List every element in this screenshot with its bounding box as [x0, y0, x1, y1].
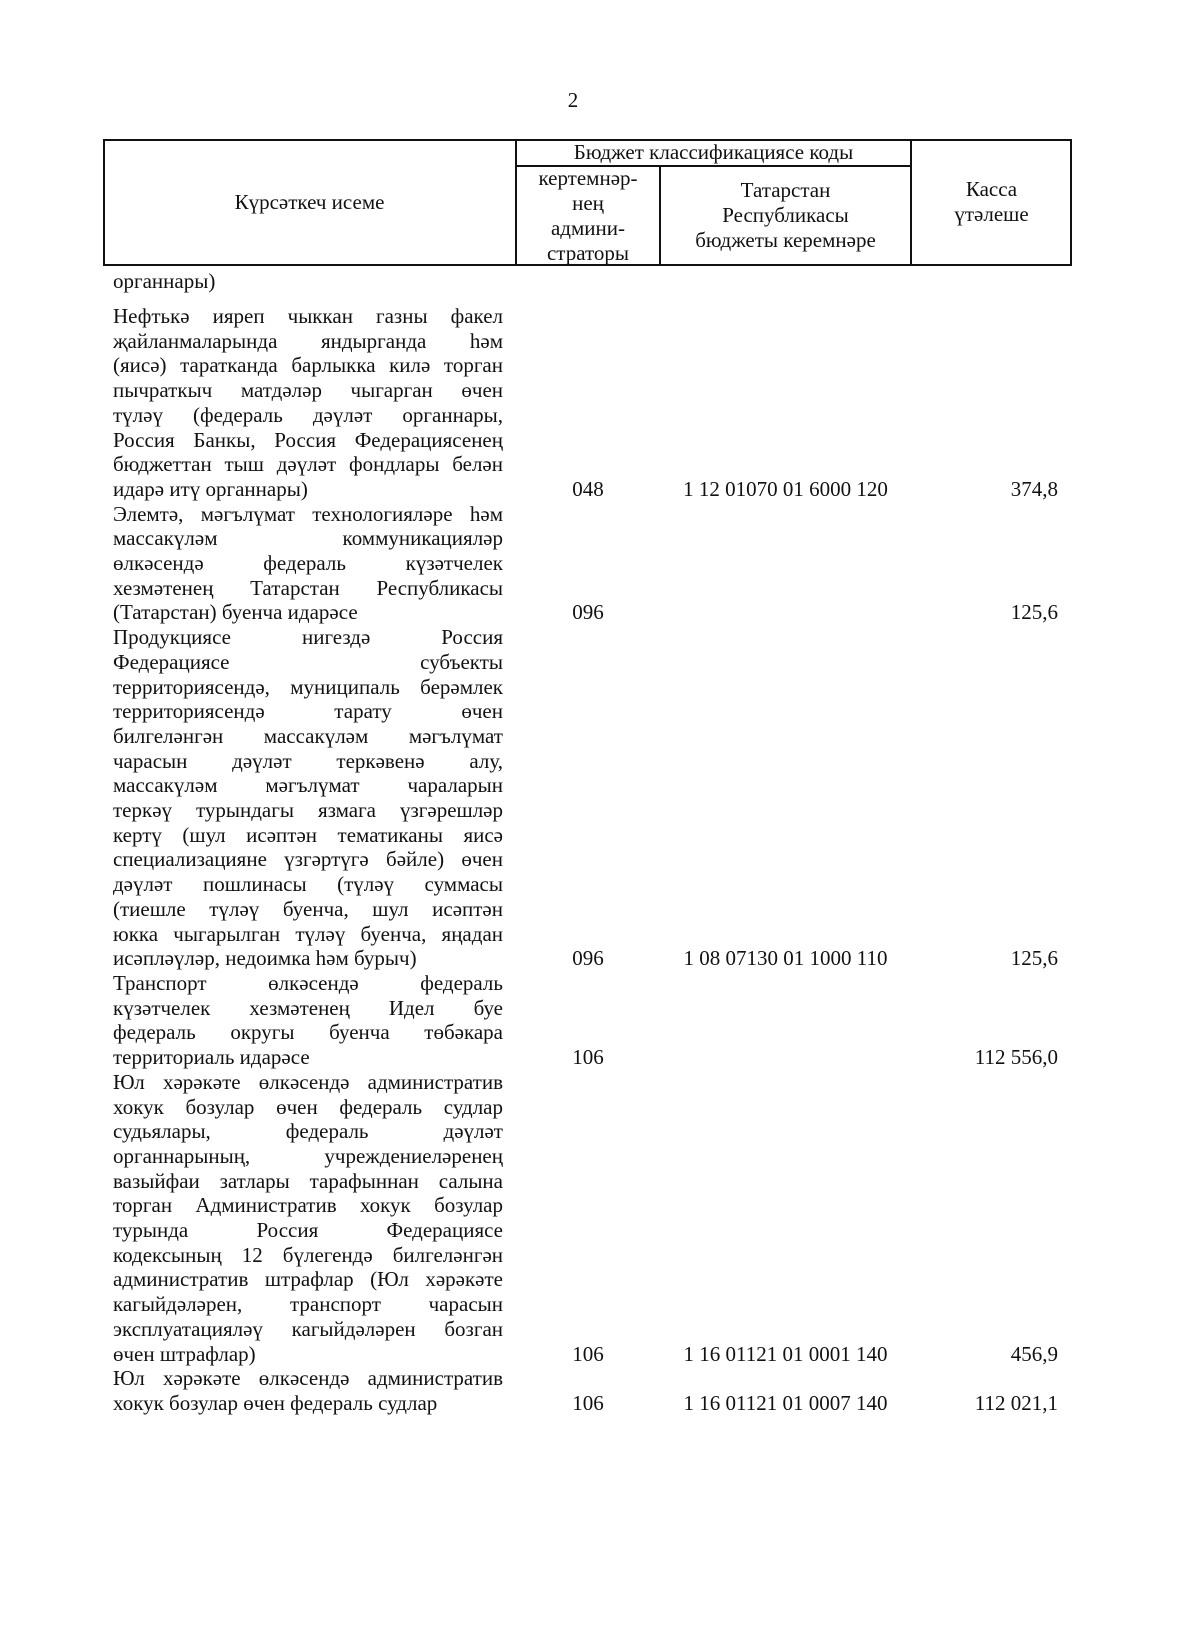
table-body	[103, 269, 1072, 1416]
table-row	[103, 625, 1072, 971]
indicator-name-line: бюджеттан тыш дәүләт фондлары белән	[113, 452, 503, 477]
administrator-code-cell: 106	[572, 1341, 604, 1366]
indicator-name-line: кертү (шул исәптән тематиканы яисә	[113, 822, 503, 847]
indicator-name-line: хокук бозулар өчен федераль судлар	[113, 1390, 438, 1415]
indicator-name-line: федераль округы буенча төбәкара	[113, 1020, 503, 1045]
indicator-name-line: Элемтә, мәгълүмат технологияләре һәм	[113, 501, 503, 526]
cash-execution-cell: 374,8	[1010, 476, 1058, 501]
administrator-code-cell: 106	[572, 1390, 604, 1415]
indicator-name-line: административ штрафлар (Юл хәрәкәте	[113, 1267, 503, 1292]
indicator-name-line: Федерациясе субъекты	[113, 649, 503, 674]
indicator-name-line: өчен штрафлар)	[113, 1341, 256, 1366]
indicator-name-line: Юл хәрәкәте өлкәсендә административ	[113, 1366, 503, 1391]
header-budget-code-group-text: Бюджет классификациясе коды	[573, 140, 854, 164]
administrator-code-cell: 096	[572, 600, 604, 625]
indicator-name-line: Продукциясе нигездә Россия	[113, 625, 503, 650]
indicator-name-line: эксплуатацияләү кагыйдәләрен бозган	[113, 1316, 503, 1341]
cash-execution-cell: 125,6	[1010, 946, 1058, 971]
indicator-name-line: хокук бозулар өчен федераль судлар	[113, 1094, 503, 1119]
indicator-name-line: органнарының, учреждениеләренең	[113, 1143, 503, 1168]
table-row	[103, 502, 1072, 626]
header-revenue-code-line: Республикасы	[722, 203, 849, 227]
indicator-name-line: билгеләнгән массакүләм мәгълүмат	[113, 723, 503, 748]
revenue-code-cell: 1 08 07130 01 1000 110	[683, 946, 888, 971]
indicator-name-line: торган Административ хокук бозулар	[113, 1193, 503, 1218]
revenue-code-cell: 1 16 01121 01 0001 140	[683, 1341, 888, 1366]
indicator-name-line: пычраткыч матдәләр чыгарган өчен	[113, 378, 503, 403]
administrator-code-cell: 048	[572, 476, 604, 501]
header-administrator	[516, 166, 660, 265]
table-row	[103, 304, 1072, 502]
indicator-name-cell	[103, 1366, 516, 1415]
indicator-name-cell	[103, 971, 516, 1070]
header-execution-line: үтәлеше	[954, 202, 1029, 226]
indicator-name-line: Россия Банкы, Россия Федерациясенең	[113, 427, 503, 452]
table-row	[103, 971, 1072, 1070]
indicator-name-line: специализацияне үзгәртүгә бәйле) өчен	[113, 847, 503, 872]
indicator-name-line: Юл хәрәкәте өлкәсендә административ	[113, 1069, 503, 1094]
indicator-name-line: исәпләүләр, недоимка һәм бурыч)	[113, 946, 417, 971]
indicator-name-line: (Татарстан) буенча идарәсе	[113, 600, 358, 625]
indicator-name-line: хезмәтенең Татарстан Республикасы	[113, 575, 503, 600]
header-execution-line: Касса	[965, 177, 1018, 201]
indicator-name-line: теркәү турындагы язмага үзгәрешләр	[113, 798, 503, 823]
header-indicator-name-text: Күрсәткеч исеме	[234, 189, 385, 214]
indicator-name-line: чарасын дәүләт теркәвенә алу,	[113, 748, 503, 773]
header-administrator-line: страторы	[546, 240, 630, 265]
indicator-name-line: органнары)	[113, 269, 216, 293]
header-revenue-code-line: Татарстан	[740, 178, 831, 202]
indicator-name-line: кагыйдәләрен, транспорт чарасын	[113, 1292, 503, 1317]
revenue-code-cell: 1 12 01070 01 6000 120	[683, 476, 888, 501]
indicator-name-cell	[103, 625, 516, 971]
indicator-name-line: түләү (федераль дәүләт органнары,	[113, 402, 503, 427]
indicator-name-line: җайланмаларында яндырганда һәм	[113, 328, 503, 353]
header-budget-code-group	[516, 139, 911, 166]
indicator-name-line: вазыйфаи затлары тарафыннан салына	[113, 1168, 503, 1193]
indicator-name-line: идарә итү органнары)	[113, 476, 308, 501]
indicator-name-line: юкка чыгарылган түләү буенча, яңадан	[113, 921, 503, 946]
table-row	[103, 1070, 1072, 1366]
page-number: 2	[567, 88, 579, 112]
header-administrator-line: кертемнәр-	[538, 165, 638, 190]
header-execution	[911, 139, 1072, 265]
indicator-name-cell	[103, 269, 516, 294]
indicator-name-line: территориаль идарәсе	[113, 1045, 310, 1070]
table-row	[103, 1366, 1072, 1415]
indicator-name-line: (тиешле түләү буенча, шул исәптән	[113, 896, 503, 921]
indicator-name-line: территориясендә, муниципаль берәмлек	[113, 674, 503, 699]
indicator-name-line: судьялары, федераль дәүләт	[113, 1119, 503, 1144]
header-administrator-line: нең	[572, 190, 604, 215]
administrator-code-cell: 106	[572, 1045, 604, 1070]
indicator-name-line: территориясендә тарату өчен	[113, 699, 503, 724]
indicator-name-line: күзәтчелек хезмәтенең Идел буе	[113, 995, 503, 1020]
cash-execution-cell: 456,9	[1010, 1341, 1058, 1366]
indicator-name-cell	[103, 1070, 516, 1366]
table-row	[103, 269, 1072, 294]
header-revenue-code	[660, 166, 911, 265]
indicator-name-line: массакүләм мәгълүмат чараларын	[113, 773, 503, 798]
indicator-name-line: массакүләм коммуникацияләр	[113, 526, 503, 551]
header-administrator-line: админи-	[550, 215, 625, 240]
cash-execution-cell: 112 556,0	[974, 1045, 1058, 1070]
cash-execution-cell: 112 021,1	[974, 1390, 1058, 1415]
indicator-name-cell	[103, 304, 516, 502]
indicator-name-line: Нефтькә ияреп чыккан газны факел	[113, 304, 503, 328]
indicator-name-line: өлкәсендә федераль күзәтчелек	[113, 551, 503, 576]
header-indicator-name	[103, 139, 516, 265]
indicator-name-line: турында Россия Федерациясе	[113, 1218, 503, 1243]
cash-execution-cell: 125,6	[1010, 600, 1058, 625]
indicator-name-line: (яисә) таратканда барлыкка килә торган	[113, 353, 503, 378]
indicator-name-cell	[103, 502, 516, 626]
indicator-name-line: Транспорт өлкәсендә федераль	[113, 970, 503, 995]
indicator-name-line: дәүләт пошлинасы (түләү суммасы	[113, 872, 503, 897]
indicator-name-line: кодексының 12 бүлегендә билгеләнгән	[113, 1242, 503, 1267]
administrator-code-cell: 096	[572, 946, 604, 971]
header-revenue-code-line: бюджеты керемнәре	[695, 228, 876, 252]
revenue-code-cell: 1 16 01121 01 0007 140	[683, 1390, 888, 1415]
